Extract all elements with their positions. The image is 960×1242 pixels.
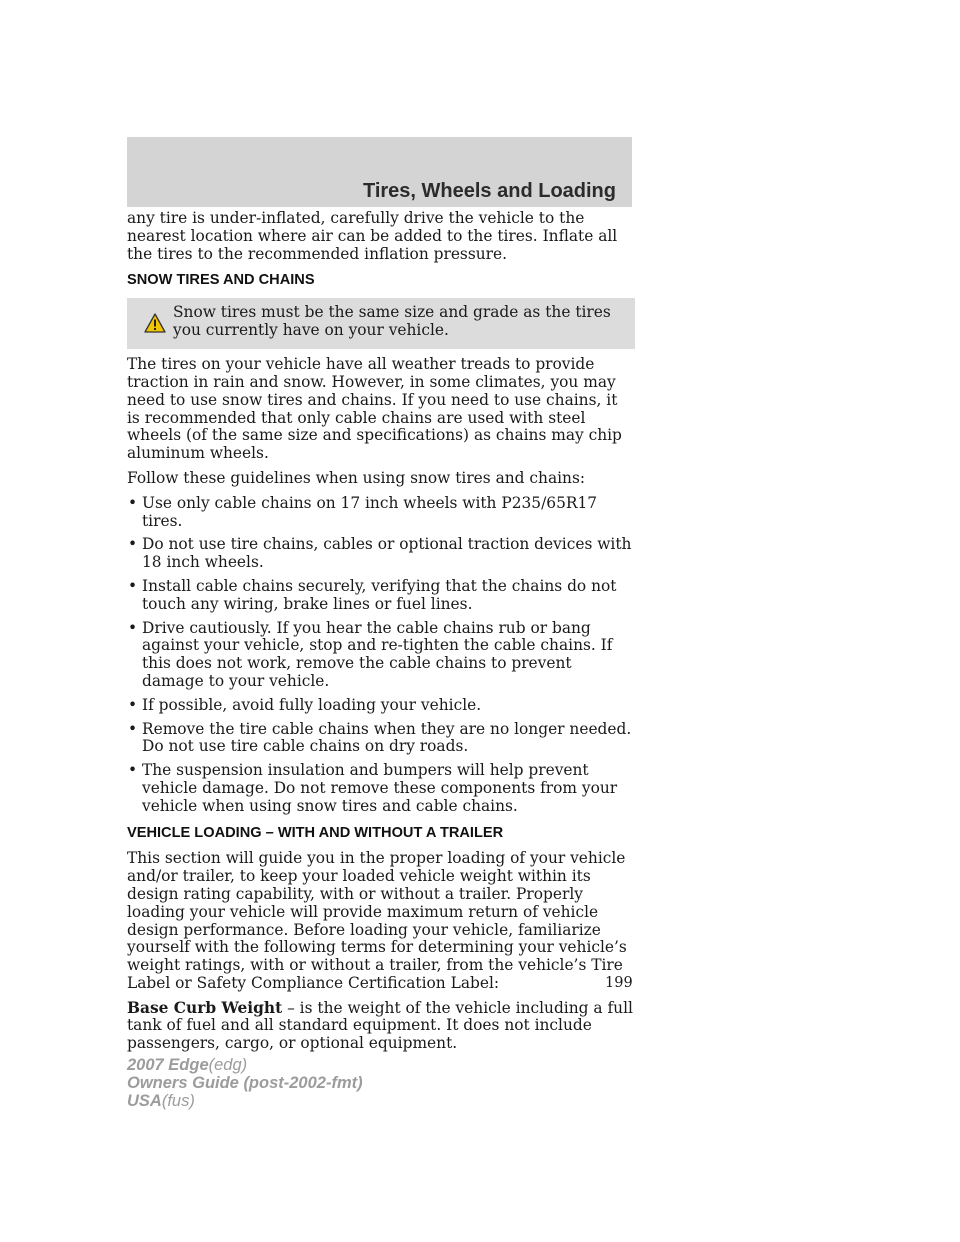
warning-triangle-icon: [144, 313, 166, 333]
term-definition: [127, 1000, 635, 1053]
term-label: Base Curb Weight: [127, 998, 283, 1017]
loading-section-heading: VEHICLE LOADING – WITH AND WITHOUT A TRAILER: [127, 824, 504, 841]
intro-paragraph: any tire is under-inflated, carefully drive the vehicle to the nearest location where air can be added to the tires. Inflate all the tires to the recommended inflation pressure.: [127, 209, 618, 263]
guidelines-intro: Follow these guidelines when using snow tires and chains:: [127, 468, 586, 487]
footer-line: [127, 1056, 363, 1074]
list-item-text: The suspension insulation and bumpers will help prevent vehicle damage. Do not remove these components from your vehicle when using snow tires and cable chains.: [142, 761, 618, 815]
list-item: [127, 762, 635, 815]
document-footer: [127, 1056, 363, 1110]
list-item-text: Remove the tire cable chains when they are no longer needed. Do not use tire cable chains on dry roads.: [142, 719, 632, 756]
bullet-marker: •: [128, 535, 138, 554]
footer-line: [127, 1074, 363, 1092]
section-header-band: [127, 137, 632, 207]
page-content: [127, 210, 635, 1060]
bullet-marker: •: [128, 493, 138, 512]
warning-text: Snow tires must be the same size and grade as the tires you currently have on your vehicle.: [173, 303, 611, 339]
list-item: [127, 697, 635, 715]
list-item: [127, 495, 635, 531]
list-item: [127, 536, 635, 572]
loading-paragraph: This section will guide you in the proper loading of your vehicle and/or trailer, to keep your loaded vehicle weight within its design rating capability, with or without a trailer. Properly loading your vehicle will provide maximum return of vehicle design performance. Before loading your vehicle, familiarize yourself with the following terms for determining your vehicle’s weight ratings, with or without a trailer, from the vehicle’s Tire Label or Safety Compliance Certification Label:: [127, 849, 627, 992]
list-item: [127, 620, 635, 691]
footer-line: [127, 1092, 363, 1110]
list-item-text: Do not use tire chains, cables or optional traction devices with 18 inch wheels.: [142, 535, 632, 572]
list-item-text: Install cable chains securely, verifying that the chains do not touch any wiring, brake lines or fuel lines.: [142, 576, 617, 613]
footer-guide: Owners Guide (post-2002-fmt): [127, 1074, 363, 1092]
term-description: – is the weight of the vehicle including a full tank of fuel and all standard equipment. It does not include passengers, cargo, or optional equipment.: [127, 998, 633, 1053]
bullet-marker: •: [128, 695, 138, 714]
footer-model: 2007 Edge: [127, 1056, 209, 1074]
list-item-text: Use only cable chains on 17 inch wheels with P235/65R17 tires.: [142, 493, 598, 530]
bullet-marker: •: [128, 576, 138, 595]
footer-market: USA: [127, 1092, 162, 1110]
list-item-text: If possible, avoid fully loading your vehicle.: [142, 695, 482, 714]
page-number: 199: [605, 975, 633, 991]
list-item-text: Drive cautiously. If you hear the cable chains rub or bang against your vehicle, stop and re-tighten the cable chains. If this does not work, remove the cable chains to prevent damage to your vehicle.: [142, 618, 613, 690]
bullet-marker: •: [128, 618, 138, 637]
snow-section-heading: SNOW TIRES AND CHAINS: [127, 272, 315, 289]
snow-paragraph: The tires on your vehicle have all weather treads to provide traction in rain and snow. However, in some climates, you may need to use snow tires and chains. If you need to use chains, it is recommended that only cable chains are used with steel wheels (of the same size and specifications) as chains may chip aluminum wheels.: [127, 355, 622, 463]
section-title: Tires, Wheels and Loading: [362, 180, 616, 202]
bullet-marker: •: [128, 719, 138, 738]
list-item: [127, 721, 635, 757]
guidelines-list: [127, 495, 635, 816]
warning-box: [127, 298, 635, 349]
footer-model-code: (edg): [208, 1056, 248, 1074]
list-item: [127, 578, 635, 614]
footer-market-code: (fus): [161, 1092, 195, 1110]
bullet-marker: •: [128, 761, 138, 780]
